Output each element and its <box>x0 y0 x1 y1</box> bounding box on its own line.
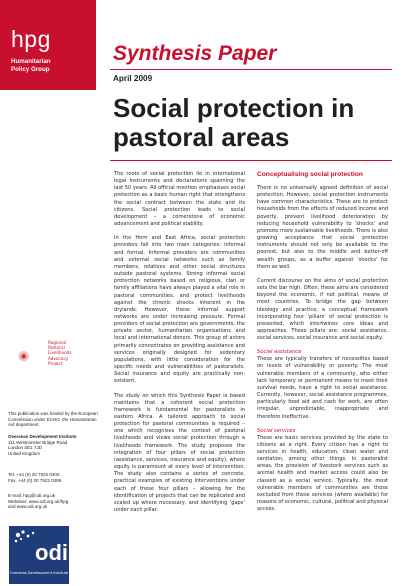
series-title: Synthesis Paper <box>113 42 277 65</box>
paragraph: The roots of social protection lie in international legal instruments and declarations spanning the last 50 years. All official mention emphasises social protection as a basic human right that strengthens the social contract between the state and its citizens. Social protection leads to social development – a cornerstone of economic advancement and political stability. <box>114 171 245 228</box>
paragraph: The study on which this Synthesis Paper is based maintains that a coherent social protection framework is fundamental for pastoralists in eastern Africa. A tailored approach to social protection for pastoral communities is required – one which recognises the context of pastoral livelihoods and views social protection through a livelihoods framework. The study proposes the integration of four pillars of social protection (assistance, services, insurance and equity), where equity is paramount at every level of intervention. The study also contains a series of concrete, practical examples of existing interventions under each of these four pillars – allowing for the identification of projects that can be replicated and scaled up where necessary, and identifying ‘gaps’ under each pillar. <box>114 392 245 514</box>
masthead-divider <box>110 69 392 70</box>
body-column-middle <box>114 171 245 521</box>
subsection-heading: Social services <box>257 427 296 434</box>
funding-note: This publication was funded by the European Commission under ECHO, the Humanitarian Aid department. <box>8 411 98 428</box>
headline-divider <box>110 160 392 161</box>
contact-web <box>8 493 100 510</box>
logo-wordmark: hpg <box>11 26 51 52</box>
paragraph: These are basic services provided by the state to citizens as a right. Every citizen has a right to services in health, education, clean water and sanitation, among other things. In pastoralist areas, the provision of livestock services such as animal health and market access could also be classed as a social service. Typically, the most vulnerable members of communities are those excluded from these services (where available) for reasons of economic, cultural, political and physical access. <box>257 434 388 513</box>
page-title <box>113 94 403 152</box>
paragraph: Current discourse on the aims of social protection sets the bar high. Often, these aims are considered beyond the economic, if not political, means of most countries. To bridge the gap between ideology and practice, a conceptual framework incorporating four ‘pillars’ of social protection is presented, which intertwines core ideas and approaches. These pillars are: social assistance, social services, social insurance and social equity. <box>257 277 388 342</box>
email-link[interactable]: E-mail: hpg@odi.org.uk <box>8 493 56 498</box>
rplap-logo-icon <box>18 340 50 374</box>
logo-subtitle-line1: Humanitarian <box>11 58 51 65</box>
hpg-logo <box>0 0 96 90</box>
odi-logo-icon <box>9 526 69 572</box>
section-heading: Conceptualising social protection <box>257 171 363 178</box>
odi-wordmark: odi <box>35 540 68 565</box>
rplap-logo-text: Regional Pastoral Livelihoods Advocacy Project <box>48 340 72 366</box>
publication-date: April 2009 <box>113 74 153 83</box>
fax: Fax. +44 (0) 20 7922 0399 <box>8 477 62 483</box>
body-column-right <box>257 171 388 520</box>
contact-phone <box>8 472 100 483</box>
website-link[interactable]: Websites: www.odi.org.uk/hpg <box>8 498 69 504</box>
odi-caption: Overseas Development Institute <box>9 570 69 584</box>
paragraph: In the Horn and East Africa, social protection providers fall into two main categories: informal and formal. Informal providers are communities and external social networks such as family members, relatives and other social structures outside pastoral systems. Strong informal social protection networks based on religious, clan or family affiliations have always played a vital role in pastoral communities, and protect livelihoods against the chronic shocks inherent in the drylands. However, these informal support networks are under increasing pressure. Formal providers of social protection are governments, the private sector, humanitarian organisations and local and international donors. This group of actors primarily concentrates on providing assistance and services originally designed for sedentary populations, with little consideration for the specific needs and vulnerabilities of pastoralists. Social insurance and equity are practically non-existent. <box>114 235 245 385</box>
org-name: Overseas Development Institute <box>8 434 77 439</box>
logo-subtitle-line2: Policy Group <box>11 66 50 73</box>
website-link-2[interactable]: and www.odi.org.uk <box>8 504 48 510</box>
subsection-heading: Social assistance <box>257 349 302 356</box>
odi-address-block: Overseas Development Institute 111 Westminster Bridge Road London SE1 7JD United Kingdom <box>8 434 77 456</box>
page-title-line2: pastoral areas <box>113 122 290 152</box>
page-title-line1: Social protection in <box>113 93 355 123</box>
paragraph: These are typically transfers of necessities based on levels of vulnerability or poverty. The most vulnerable members of a community, who either lack temporary or permanent means to meet their survival needs, have a right to social assistance. Currently, however, social assistance programmes, particularly food aid and cash for work, are often irregular, unpredictable, inappropriate and therefore ineffective. <box>257 356 388 420</box>
paragraph: There is no universally agreed definition of social protection. However, social protection instruments have common characteristics. These are to protect households from the effects of reduced income and poverty, prevent livelihood deterioration by reducing household vulnerability to ‘shocks’ and promote more sustainable livelihoods. There is also growing acceptance that social protection instruments should not only be available to the poorest, but also to the middle and better-off wealth groups, as a buffer against ‘shocks’ for them as well. <box>257 185 388 270</box>
tel: Tel. +44 (0) 20 7922 0300 <box>8 472 60 477</box>
